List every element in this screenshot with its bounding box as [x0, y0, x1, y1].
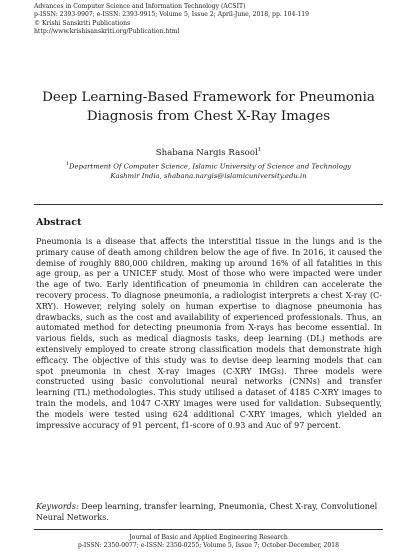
keywords-text: Deep learning, transfer learning, Pneumonia, Chest X-ray, Convolutionel Neural Networks. [36, 502, 378, 522]
affiliation [0, 159, 417, 181]
journal-name: Advances in Computer Science and Information Technology (ACSIT) [34, 3, 246, 10]
affiliation-line-2: Kashmir India, shabana.nargis@islamicuniversity.edu.in [110, 172, 307, 181]
author-mark: 1 [257, 147, 262, 153]
publisher: © Krishi Sanskriti Publications [34, 19, 131, 27]
footer-journal: Journal of Basic and Applied Engineering Research [129, 534, 288, 541]
affiliation-line-1: $^1$Department Of Computer Science, Islamic University of Science and Technology [65, 161, 352, 171]
journal-issn: p-ISSN: 2393-9907; e-ISSN: 2393-9915; Volume 5, Issue 2; April-June, 2018, pp. 104-119 [34, 11, 310, 19]
top-divider [34, 204, 383, 205]
keywords [36, 502, 382, 524]
keywords-label: Keywords: [36, 502, 79, 511]
abstract-heading: Abstract [36, 217, 82, 228]
abstract-text: Pneumonia is a disease that affects the interstitial tissue in the lungs and is the primary cause of death among children below the age of five. In 2016, it caused the demise of roughly 880,000 children, making up around 16% of all fatalities in this age group, as per a UNICEF study. Most of those who were impacted were under the age of two. Early identification of pneumonia in children can accelerate the recovery process. To diagnose pneumonia, a radiologist interprets a chest X-ray (C-XRY). However, relying solely on human expertise to diagnose pneumonia has drawbacks, such as the cost and availability of experienced professionals. Thus, an automated method for detecting pneumonia from X-rays has become essential. In various fields, such as medical diagnosis tasks, deep learning (DL) methods are extensively employed to create strong classification models that demonstrate high efficacy. The objective of this study was to devise deep learning models that can spot pneumonia in chest X-ray images (C-XRY IMGs). Three models were constructed using basic convolutional neural networks (CNNs) and transfer learning (TL) methodologies. This study utilised a dataset of 4185 C-XRY images to train the models, and 1047 C-XRY images were used for validation. Subsequently, the models were tested using 624 additional C-XRY images, which yielded an impressive accuracy of 91 percent, f1-score of 0.93 and Auc of 97 percent. [36, 237, 382, 430]
footer-issn: p-ISSN: 2350-0077; e-ISSN: 2350-0255; Volume 5, Issue 7; October-December, 2018 [77, 542, 340, 549]
bottom-divider [34, 529, 383, 530]
journal-footer [0, 534, 417, 550]
abstract-body [36, 237, 382, 431]
affiliation-mark: 1 [65, 161, 70, 167]
journal-header [34, 3, 394, 36]
author-name: Shabana Nargis Rasool [155, 147, 258, 158]
title-line-1: Deep Learning-Based Framework for Pneumonia [42, 90, 375, 105]
paper-title [0, 88, 417, 126]
author-line [0, 147, 417, 158]
publisher-url[interactable]: http://www.krishisanskriti.org/Publication.html [34, 27, 180, 35]
title-line-2: Diagnosis from Chest X-Ray Images [86, 109, 331, 124]
